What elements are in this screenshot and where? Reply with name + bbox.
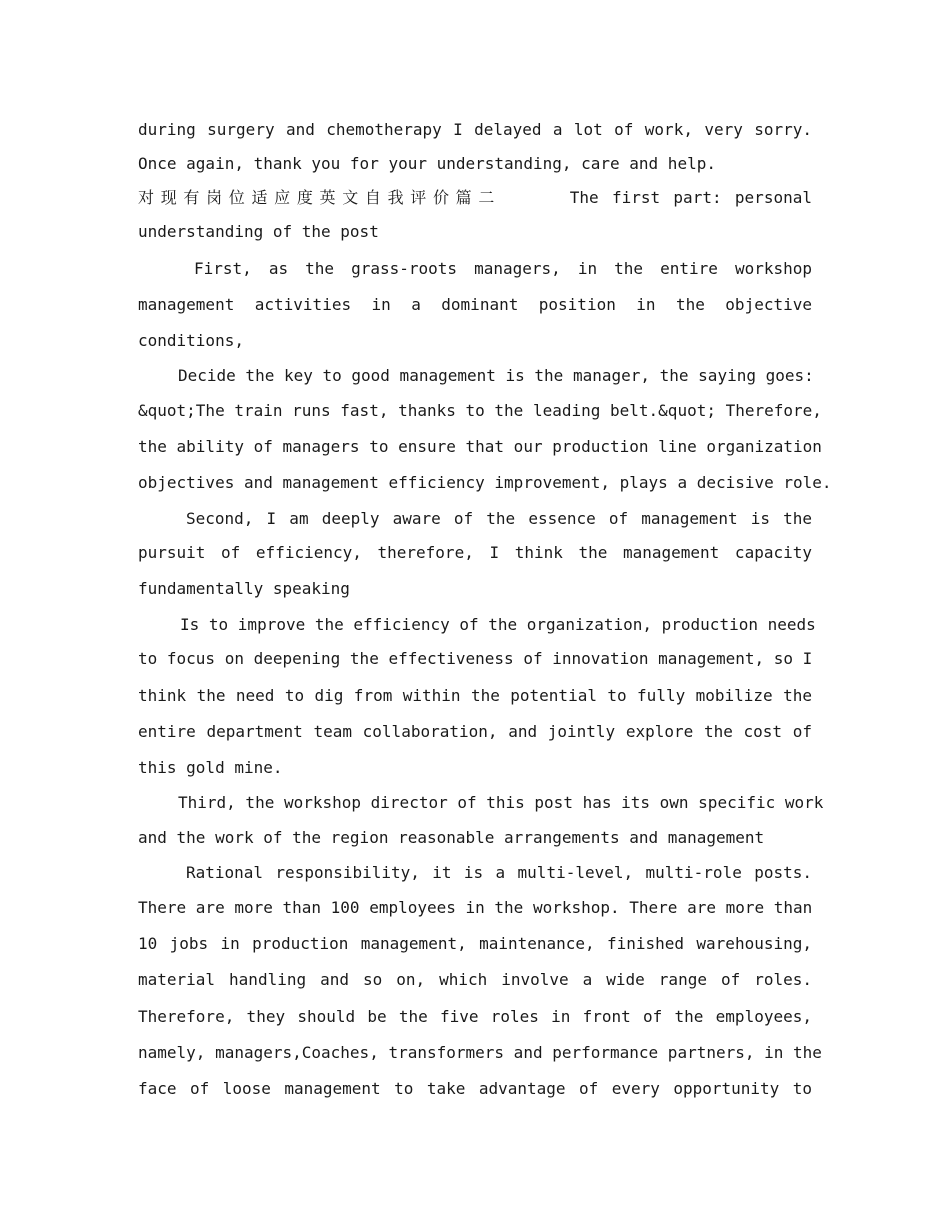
section-heading-english: The first part: personal [569, 187, 812, 207]
text-line: Therefore, they should be the five roles in front of the employees, [138, 1006, 812, 1026]
text-line: the ability of managers to ensure that our production line organization [138, 437, 822, 457]
text-line: to focus on deepening the effectiveness of innovation management, so I [138, 649, 813, 669]
text-line: &quot;The train runs fast, thanks to the leading belt.&quot; Therefore, [138, 400, 822, 420]
text-line: management activities in a dominant position in the objective [138, 294, 812, 314]
text-line: think the need to dig from within the potential to fully mobilize the [138, 685, 812, 705]
text-line: There are more than 100 employees in the workshop. There are more than [138, 898, 813, 917]
text-line: Is to improve the efficiency of the organization, production needs [180, 614, 816, 634]
text-line: Once again, thank you for your understanding, care and help. [138, 153, 716, 173]
text-line: Third, the workshop director of this post has its own specific work [178, 793, 824, 813]
text-line: conditions, [138, 330, 244, 350]
text-line: material handling and so on, which involve a wide range of roles. [138, 970, 812, 990]
text-line: and the work of the region reasonable arrangements and management [138, 828, 765, 848]
text-line: namely, managers,Coaches, transformers and performance partners, in the [138, 1042, 822, 1062]
section-heading-line [138, 181, 812, 215]
text-line: this gold mine. [138, 758, 283, 778]
text-line: understanding of the post [138, 222, 379, 242]
document-body [138, 113, 832, 1107]
text-line: pursuit of efficiency, therefore, I think the management capacity [138, 543, 812, 563]
text-line: fundamentally speaking [138, 579, 350, 599]
text-line: entire department team collaboration, and jointly explore the cost of [138, 721, 812, 741]
text-line: 10 jobs in production management, maintenance, finished warehousing, [138, 934, 812, 954]
text-line: Decide the key to good management is the manager, the saying goes: [178, 366, 814, 386]
section-heading-chinese: 对现有岗位适应度英文自我评价篇二 [138, 187, 502, 207]
text-line: Rational responsibility, it is a multi-level, multi-role posts. [186, 863, 812, 883]
text-line: face of loose management to take advantage of every opportunity to [138, 1078, 812, 1098]
text-line: objectives and management efficiency improvement, plays a decisive role. [138, 473, 832, 493]
text-line: Second, I am deeply aware of the essence of management is the [186, 508, 812, 528]
text-line: during surgery and chemotherapy I delayed a lot of work, very sorry. [138, 120, 812, 139]
text-line: First, as the grass-roots managers, in the entire workshop [194, 258, 812, 278]
